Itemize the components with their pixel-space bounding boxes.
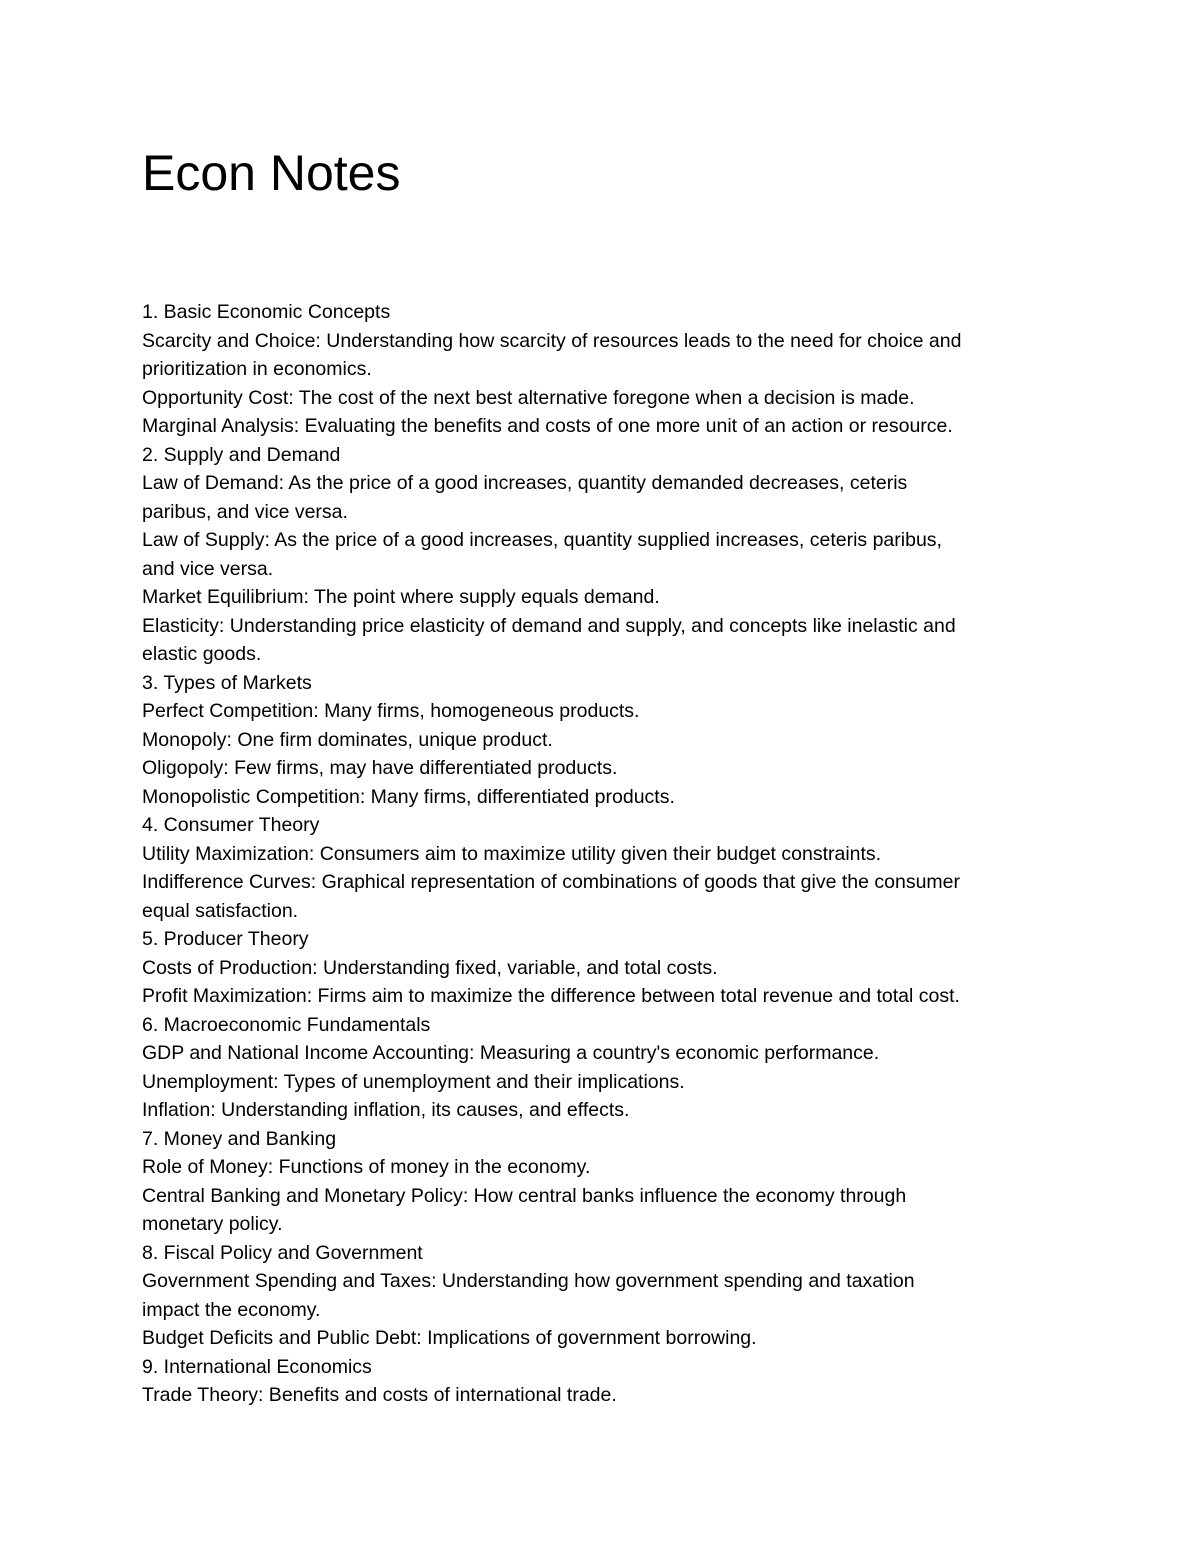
section-heading: 2. Supply and Demand bbox=[142, 443, 341, 466]
note-line: Monopoly: One firm dominates, unique product. bbox=[142, 728, 553, 751]
section-heading: 9. International Economics bbox=[142, 1355, 372, 1378]
note-line: Opportunity Cost: The cost of the next best alternative foregone when a decision is made. bbox=[142, 386, 915, 409]
document-title: Econ Notes bbox=[142, 145, 401, 201]
note-line: Unemployment: Types of unemployment and their implications. bbox=[142, 1070, 685, 1093]
section-heading: 7. Money and Banking bbox=[142, 1127, 337, 1150]
section-heading: 4. Consumer Theory bbox=[142, 814, 320, 836]
note-line: Central Banking and Monetary Policy: How central banks influence the economy through bbox=[142, 1184, 907, 1207]
note-line: Law of Supply: As the price of a good increases, quantity supplied increases, ceteris paribus, bbox=[142, 529, 942, 551]
document-body bbox=[142, 298, 1062, 1410]
note-line: Trade Theory: Benefits and costs of international trade. bbox=[142, 1384, 617, 1406]
note-line: and vice versa. bbox=[142, 557, 274, 580]
section-heading: 5. Producer Theory bbox=[142, 928, 309, 950]
note-line: GDP and National Income Accounting: Measuring a country's economic performance. bbox=[142, 1042, 880, 1064]
section-heading: 8. Fiscal Policy and Government bbox=[142, 1241, 423, 1264]
note-line: Marginal Analysis: Evaluating the benefits and costs of one more unit of an action or resource. bbox=[142, 415, 953, 437]
note-line: Market Equilibrium: The point where supply equals demand. bbox=[142, 586, 660, 608]
note-line: Costs of Production: Understanding fixed, variable, and total costs. bbox=[142, 956, 718, 979]
note-line: prioritization in economics. bbox=[142, 358, 372, 380]
note-line: Scarcity and Choice: Understanding how scarcity of resources leads to the need for choice and bbox=[142, 329, 962, 352]
note-line: paribus, and vice versa. bbox=[142, 500, 348, 523]
note-line: Law of Demand: As the price of a good increases, quantity demanded decreases, ceteris bbox=[142, 472, 908, 494]
note-line: Utility Maximization: Consumers aim to maximize utility given their budget constraints. bbox=[142, 842, 882, 865]
note-line: Profit Maximization: Firms aim to maximize the difference between total revenue and total cost. bbox=[142, 985, 960, 1007]
note-line: impact the economy. bbox=[142, 1298, 321, 1321]
note-line: Indifference Curves: Graphical representation of combinations of goods that give the consumer bbox=[142, 871, 961, 893]
note-line: Monopolistic Competition: Many firms, differentiated products. bbox=[142, 785, 675, 808]
section-heading: 3. Types of Markets bbox=[142, 671, 312, 694]
note-line: Government Spending and Taxes: Understanding how government spending and taxation bbox=[142, 1270, 915, 1292]
note-line: Inflation: Understanding inflation, its causes, and effects. bbox=[142, 1099, 630, 1121]
section-heading: 1. Basic Economic Concepts bbox=[142, 301, 391, 323]
note-line: Budget Deficits and Public Debt: Implications of government borrowing. bbox=[142, 1327, 757, 1349]
note-line: Perfect Competition: Many firms, homogeneous products. bbox=[142, 700, 640, 722]
note-line: equal satisfaction. bbox=[142, 899, 299, 922]
note-line: Oligopoly: Few firms, may have differentiated products. bbox=[142, 757, 618, 779]
note-line: Role of Money: Functions of money in the economy. bbox=[142, 1156, 591, 1178]
note-line: Elasticity: Understanding price elasticity of demand and supply, and concepts like inelastic and bbox=[142, 614, 956, 637]
note-line: monetary policy. bbox=[142, 1213, 283, 1235]
note-line: elastic goods. bbox=[142, 643, 262, 665]
section-heading: 6. Macroeconomic Fundamentals bbox=[142, 1013, 431, 1036]
